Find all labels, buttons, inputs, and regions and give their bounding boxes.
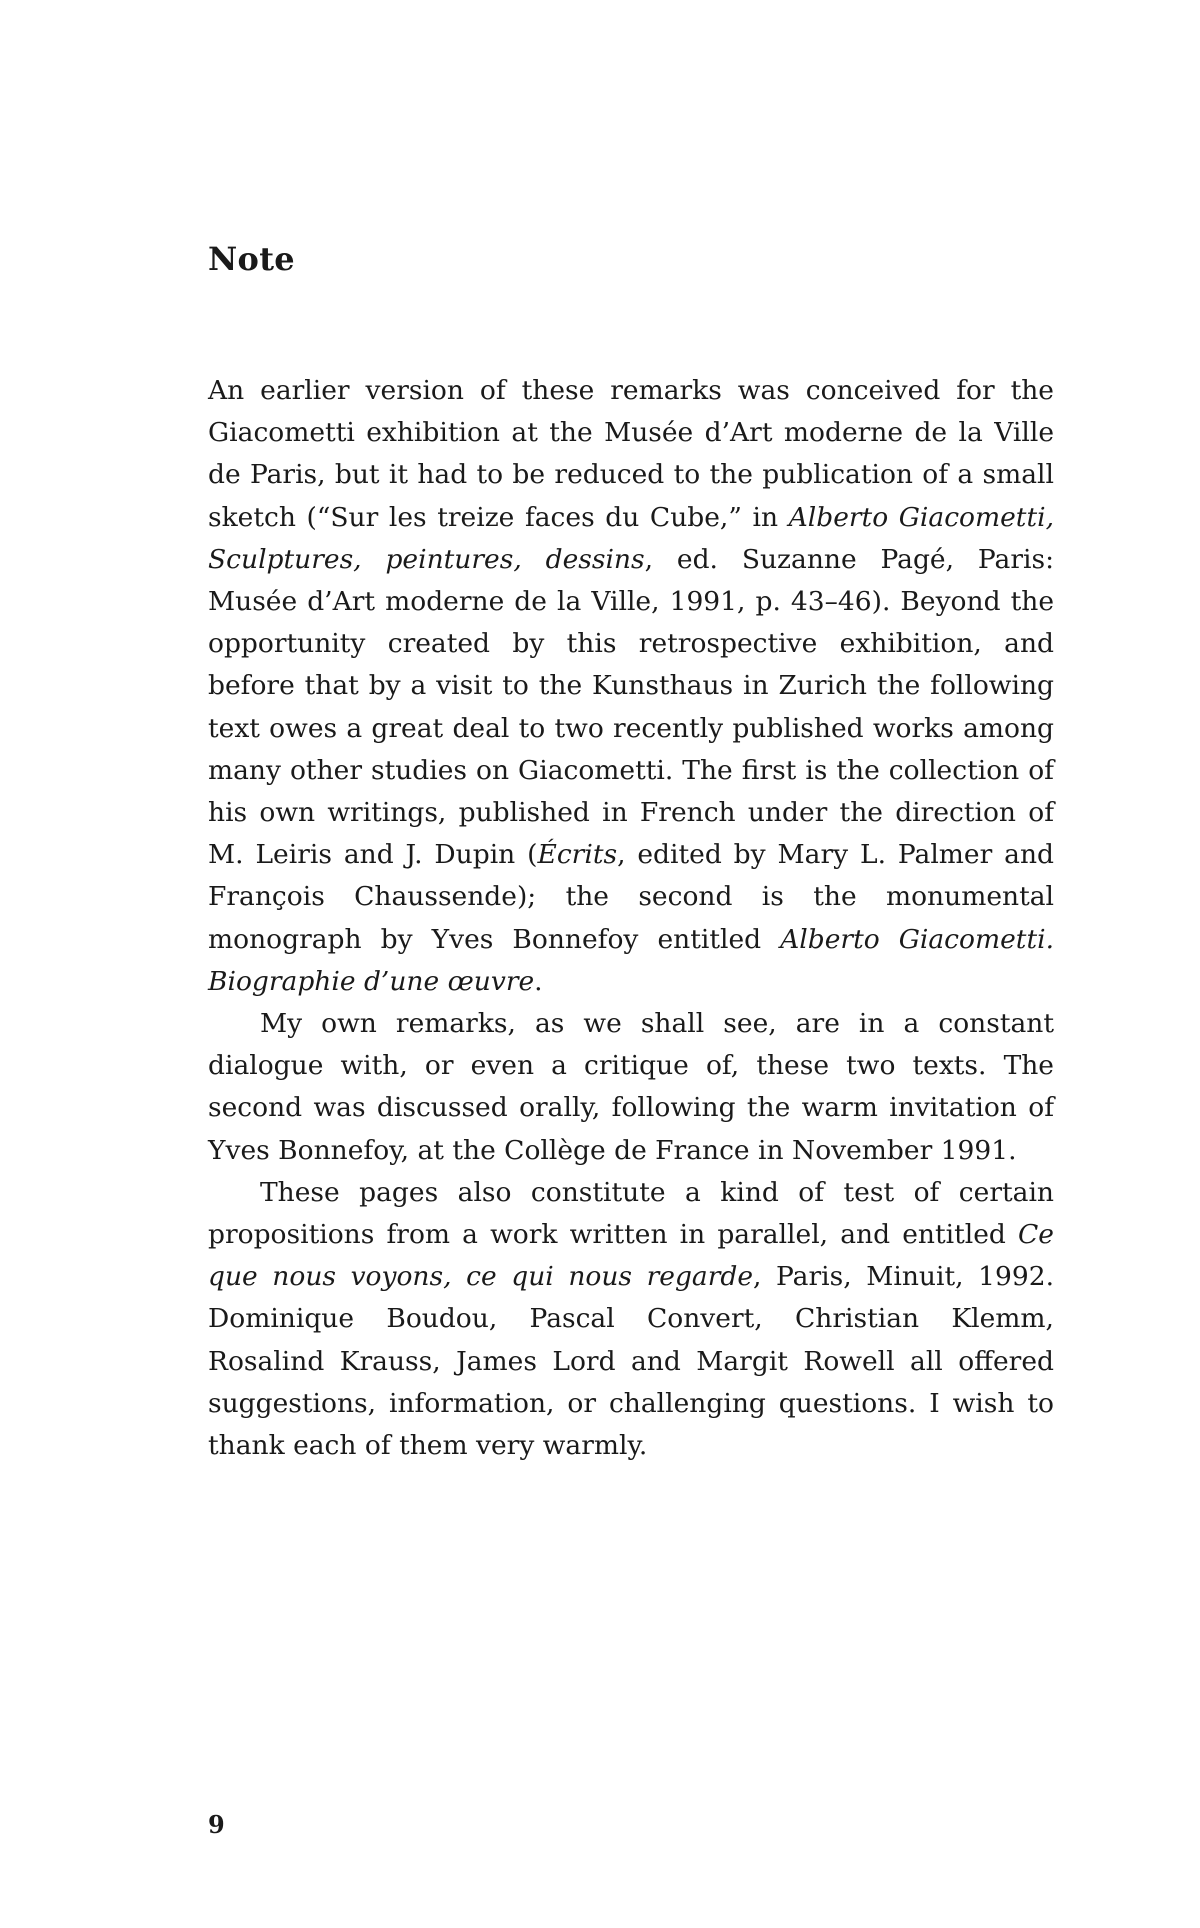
- text-run-italic: Ce que nous voyons, ce qui nous regarde: [208, 1219, 1054, 1293]
- text-run: .: [534, 965, 543, 997]
- text-run: An earlier version of these remarks was conceived for the Giacometti exhibition at the Musée d’Art moderne de la Ville de Paris, but it had to be reduced to the publication of a small sketch (“Sur les treize faces du Cube,” in: [208, 375, 1054, 533]
- text-run: These pages also constitute a kind of test of certain propositions from a work written in parallel, and entitled: [208, 1176, 1054, 1251]
- page-heading: Note: [208, 240, 295, 278]
- paragraph-3: [208, 1172, 1054, 1467]
- paragraph-1: [208, 370, 1054, 1003]
- paragraph-2: [208, 1003, 1054, 1172]
- text-run: My own remarks, as we shall see, are in a constant dialogue with, or even a critique of, these two texts. The second was discussed orally, following the warm invitation of Yves Bonnefoy, at the Collège de France in November 1991.: [208, 1008, 1054, 1166]
- page-number: 9: [208, 1810, 225, 1839]
- text-run: , Paris, Minuit, 1992. Dominique Boudou, Pascal Convert, Christian Klemm, Rosalind Krauss, James Lord and Margit Rowell all offered suggestions, information, or challenging questions. I wish to thank each of them very warmly.: [208, 1261, 1054, 1462]
- note-body: [208, 370, 1054, 1467]
- text-run: , ed. Suzanne Pagé, Paris: Musée d’Art moderne de la Ville, 1991, p. 43–46). Beyond the opportunity created by this retrospective exhibition, and before that by a visit to the Kunsthaus in Zurich the following text owes a great deal to two recently published works among many other studies on Giacometti. The first is the collection of his own writings, published in French under the direction of M. Leiris and J. Dupin (: [208, 543, 1054, 871]
- text-run: , edited by Mary L. Palmer and François Chaussende); the second is the monumental monograph by Yves Bonnefoy entitled: [208, 839, 1054, 955]
- text-run-italic: Alberto Giacometti, Sculptures, peintures, dessins: [208, 501, 1055, 575]
- text-run-italic: Écrits: [537, 839, 618, 871]
- text-run-italic: Alberto Giacometti. Biographie d’une œuvre: [208, 923, 1054, 997]
